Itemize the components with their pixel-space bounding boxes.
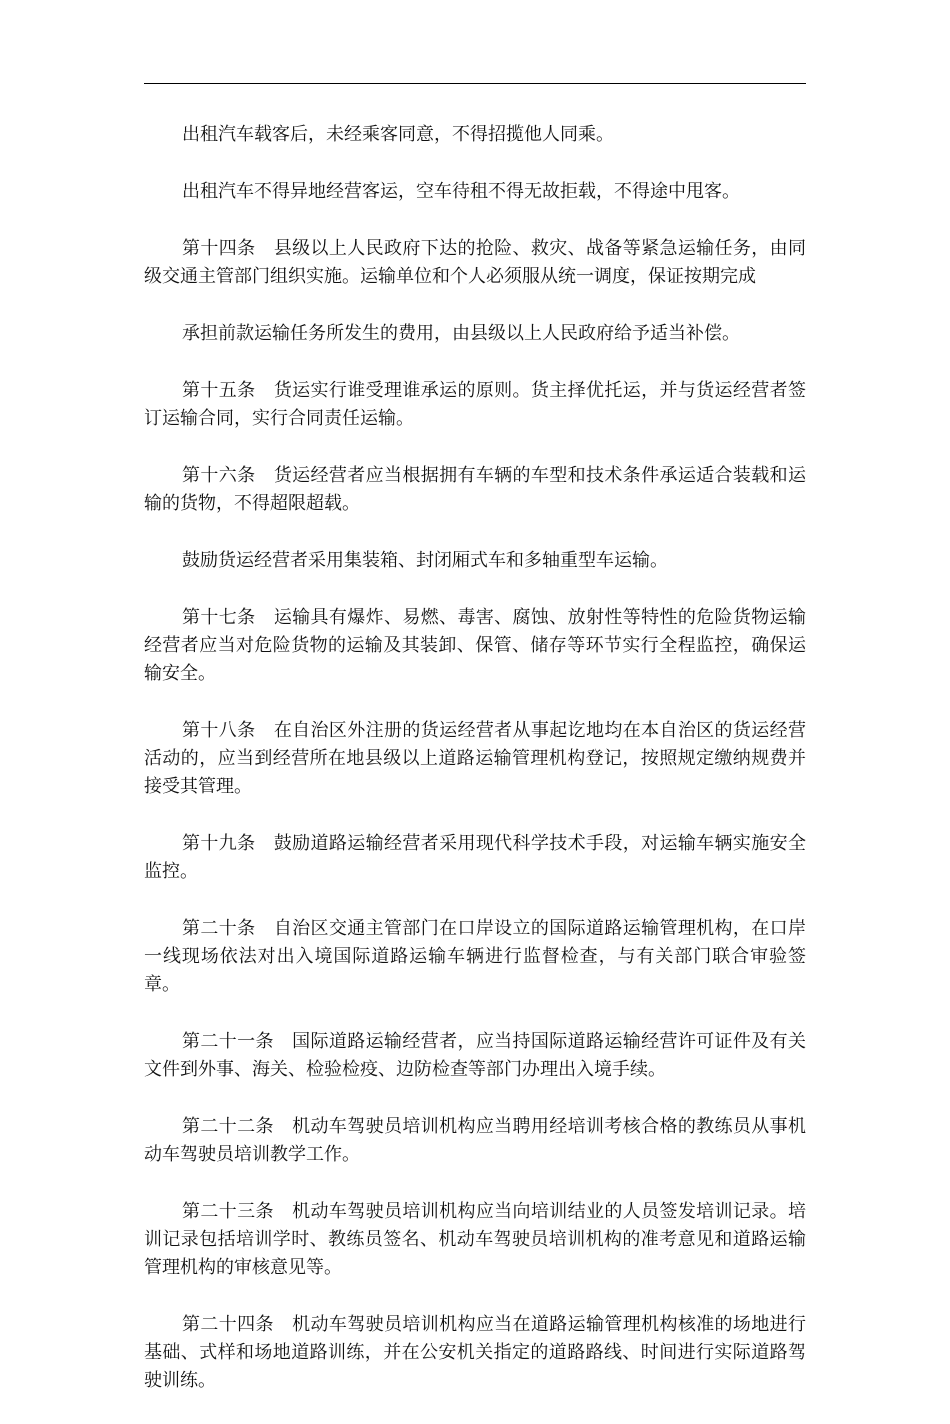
paragraph: 鼓励货运经营者采用集装箱、封闭厢式车和多轴重型车运输。 [182, 550, 668, 571]
article-15: 第十五条 货运实行谁受理谁承运的原则。货主择优托运，并与货运经营者签订运输合同，实行合同责任运输。 [144, 380, 806, 429]
article-14: 第十四条 县级以上人民政府下达的抢险、救灾、战备等紧急运输任务，由同级交通主管部门组织实施。运输单位和个人必须服从统一调度，保证按期完成 [144, 238, 806, 287]
article-22: 第二十二条 机动车驾驶员培训机构应当聘用经培训考核合格的教练员从事机动车驾驶员培训教学工作。 [144, 1116, 806, 1165]
paragraph: 出租汽车载客后，未经乘客同意，不得招揽他人同乘。 [182, 124, 614, 145]
article-19: 第十九条 鼓励道路运输经营者采用现代科学技术手段，对运输车辆实施安全监控。 [144, 833, 806, 882]
document-body [144, 121, 806, 1424]
article-21: 第二十一条 国际道路运输经营者，应当持国际道路运输经营许可证件及有关文件到外事、海关、检验检疫、边防检查等部门办理出入境手续。 [144, 1031, 806, 1080]
article-24: 第二十四条 机动车驾驶员培训机构应当在道路运输管理机构核准的场地进行基础、式样和场地道路训练，并在公安机关指定的道路路线、时间进行实际道路驾驶训练。 [144, 1314, 806, 1391]
article-23: 第二十三条 机动车驾驶员培训机构应当向培训结业的人员签发培训记录。培训记录包括培训学时、教练员签名、机动车驾驶员培训机构的准考意见和道路运输管理机构的审核意见等。 [144, 1201, 806, 1278]
article-18: 第十八条 在自治区外注册的货运经营者从事起讫地均在本自治区的货运经营活动的，应当到经营所在地县级以上道路运输管理机构登记，按照规定缴纳规费并接受其管理。 [144, 720, 806, 797]
article-20: 第二十条 自治区交通主管部门在口岸设立的国际道路运输管理机构，在口岸一线现场依法对出入境国际道路运输车辆进行监督检查，与有关部门联合审验签章。 [144, 918, 806, 995]
article-16: 第十六条 货运经营者应当根据拥有车辆的车型和技术条件承运适合装载和运输的货物，不得超限超载。 [144, 465, 806, 514]
header-rule [144, 83, 806, 84]
paragraph: 承担前款运输任务所发生的费用，由县级以上人民政府给予适当补偿。 [182, 323, 740, 344]
paragraph: 出租汽车不得异地经营客运，空车待租不得无故拒载，不得途中甩客。 [182, 181, 740, 202]
article-17: 第十七条 运输具有爆炸、易燃、毒害、腐蚀、放射性等特性的危险货物运输经营者应当对危险货物的运输及其装卸、保管、储存等环节实行全程监控，确保运输安全。 [144, 607, 806, 684]
